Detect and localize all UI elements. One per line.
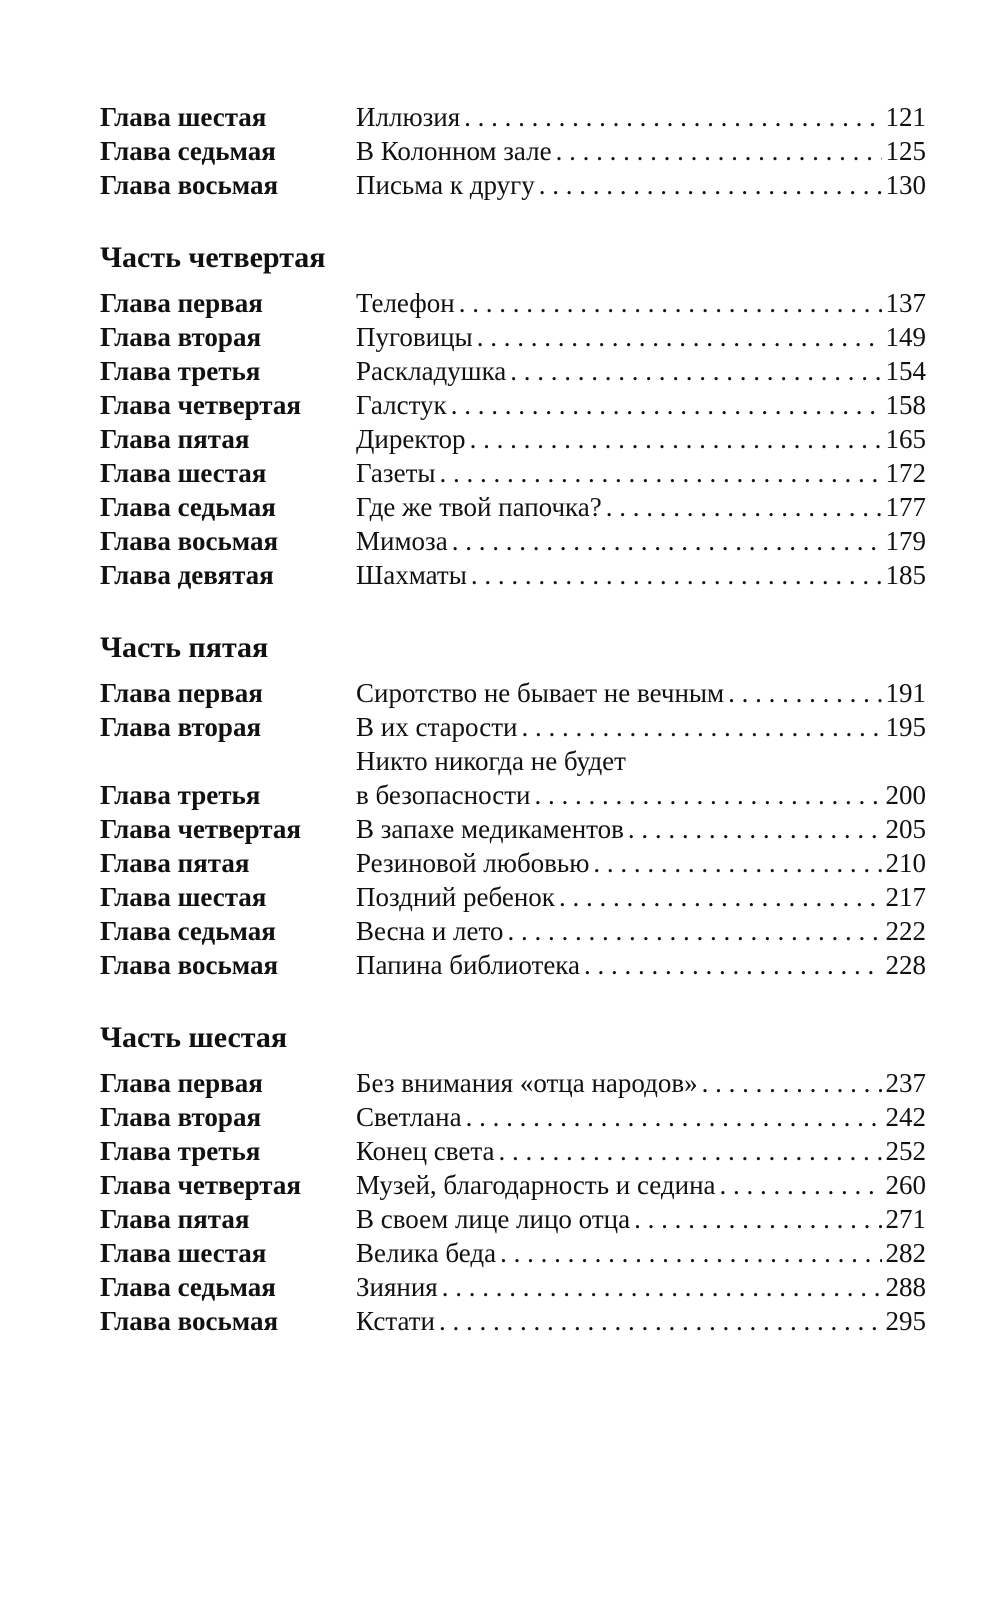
- dot-leader: [559, 880, 882, 914]
- chapter-label: Глава восьмая: [100, 170, 279, 200]
- toc-entry: [100, 354, 926, 388]
- title-container: [356, 524, 926, 558]
- toc-entry: [100, 710, 926, 744]
- page-number: 282: [885, 1238, 926, 1268]
- chapter-label: Глава вторая: [100, 322, 262, 352]
- page-number: 242: [885, 1102, 926, 1132]
- page-number: 228: [885, 950, 926, 980]
- page-number: 191: [885, 678, 926, 708]
- dot-leader: [498, 1134, 881, 1168]
- chapter-title: Зияния: [356, 1272, 438, 1302]
- toc-entry: [100, 1270, 926, 1304]
- dot-leader: [459, 286, 882, 320]
- chapter-label: Глава шестая: [100, 458, 267, 488]
- dot-leader: [442, 1270, 882, 1304]
- chapter-label: Глава шестая: [100, 102, 267, 132]
- page-number: 179: [885, 526, 926, 556]
- toc-entry: [100, 1236, 926, 1270]
- toc-entry: [100, 948, 926, 982]
- chapter-title: В запахе медикаментов: [356, 814, 624, 844]
- dot-leader: [510, 354, 881, 388]
- title-container: [356, 100, 926, 134]
- chapter-label: Глава шестая: [100, 1238, 267, 1268]
- toc-section: [100, 1016, 926, 1338]
- page-number: 172: [885, 458, 926, 488]
- chapter-label: Глава вторая: [100, 1102, 262, 1132]
- chapter-label: Глава седьмая: [100, 492, 276, 522]
- title-container: [356, 456, 926, 490]
- chapter-label: Глава четвертая: [100, 814, 302, 844]
- chapter-title: Сиротство не бывает не вечным: [356, 678, 725, 708]
- chapter-title: В Колонном зале: [356, 136, 552, 166]
- toc-entry: [100, 168, 926, 202]
- toc-entry: [100, 320, 926, 354]
- title-container: [356, 1202, 926, 1236]
- chapter-title: В их старости: [356, 712, 518, 742]
- page-number: 217: [885, 882, 926, 912]
- title-container: [356, 710, 926, 744]
- title-container: [356, 948, 926, 982]
- title-container: [356, 286, 926, 320]
- chapter-title: Галстук: [356, 390, 447, 420]
- title-container: [356, 422, 926, 456]
- dot-leader: [451, 388, 882, 422]
- chapter-title: Телефон: [356, 288, 455, 318]
- chapter-label: Глава четвертая: [100, 390, 302, 420]
- part-heading: Часть четвертая: [100, 241, 326, 274]
- chapter-title: Газеты: [356, 458, 436, 488]
- dot-leader: [539, 168, 882, 202]
- dot-leader: [466, 1100, 882, 1134]
- title-container: [356, 1100, 926, 1134]
- chapter-label: Глава пятая: [100, 848, 250, 878]
- toc-entry: [100, 558, 926, 592]
- toc-entry: [100, 100, 926, 134]
- page-number: 210: [885, 848, 926, 878]
- title-container: [356, 1134, 926, 1168]
- dot-leader: [500, 1236, 881, 1270]
- page-number: 195: [885, 712, 926, 742]
- chapter-title: Где же твой папочка?: [356, 492, 602, 522]
- dot-leader: [507, 914, 881, 948]
- chapter-title: В своем лице лицо отца: [356, 1204, 631, 1234]
- toc-entry: [100, 1202, 926, 1236]
- chapter-label: Глава вторая: [100, 712, 262, 742]
- page-number: 237: [885, 1068, 926, 1098]
- page-number: 185: [885, 560, 926, 590]
- page-number: 271: [885, 1204, 926, 1234]
- chapter-title: Письма к другу: [356, 170, 535, 200]
- toc-entry: [100, 286, 926, 320]
- title-container: [356, 846, 926, 880]
- page-number: 288: [885, 1272, 926, 1302]
- chapter-title: Иллюзия: [356, 102, 461, 132]
- page-number: 121: [885, 102, 926, 132]
- dot-leader: [470, 422, 882, 456]
- title-container: [356, 168, 926, 202]
- title-container: [356, 1304, 926, 1338]
- title-container: [356, 558, 926, 592]
- dot-leader: [606, 490, 882, 524]
- toc-entry: [100, 812, 926, 846]
- chapter-label: Глава третья: [100, 1136, 261, 1166]
- toc-entry: [100, 676, 926, 710]
- toc-entry: [100, 880, 926, 914]
- dot-leader: [628, 812, 882, 846]
- toc-entry: [100, 134, 926, 168]
- title-container: [356, 676, 926, 710]
- chapter-title: Велика беда: [356, 1238, 497, 1268]
- chapter-title: Музей, благодарность и седина: [356, 1170, 716, 1200]
- toc-entry: [100, 1304, 926, 1338]
- toc-entry: [100, 388, 926, 422]
- chapter-label: Глава первая: [100, 678, 263, 708]
- chapter-title-line2: в безопасности: [356, 780, 531, 810]
- chapter-title: Мимоза: [356, 526, 448, 556]
- title-container: [356, 490, 926, 524]
- dot-leader: [584, 948, 881, 982]
- page-number: 252: [885, 1136, 926, 1166]
- page-number: 137: [885, 288, 926, 318]
- title-container: [356, 880, 926, 914]
- dot-leader: [556, 134, 882, 168]
- chapter-title: Кстати: [356, 1306, 435, 1336]
- chapter-label: Глава девятая: [100, 560, 274, 590]
- chapter-label: Глава восьмая: [100, 526, 279, 556]
- title-container: [356, 134, 926, 168]
- dot-leader: [534, 778, 881, 812]
- title-container: [356, 812, 926, 846]
- title-container: [356, 354, 926, 388]
- part-heading: Часть пятая: [100, 631, 269, 664]
- dot-leader: [471, 558, 882, 592]
- chapter-label: Глава пятая: [100, 424, 250, 454]
- chapter-title: Поздний ребенок: [356, 882, 555, 912]
- toc-entry: [100, 524, 926, 558]
- toc-entry: [100, 1100, 926, 1134]
- title-container: [356, 1168, 926, 1202]
- chapter-title: Без внимания «отца народов»: [356, 1068, 698, 1098]
- page-number: 130: [885, 170, 926, 200]
- chapter-title: Папина библиотека: [356, 950, 581, 980]
- chapter-title: Раскладушка: [356, 356, 507, 386]
- table-of-contents: [100, 100, 926, 1338]
- dot-leader: [634, 1202, 881, 1236]
- title-container: [356, 1270, 926, 1304]
- chapter-label: Глава седьмая: [100, 1272, 276, 1302]
- chapter-title: Директор: [356, 424, 466, 454]
- page-number: 205: [885, 814, 926, 844]
- toc-entry: [100, 490, 926, 524]
- toc-entry: [100, 914, 926, 948]
- title-container: [356, 320, 926, 354]
- chapter-title-line2-row: [356, 778, 926, 812]
- page-number: 125: [885, 136, 926, 166]
- toc-entry: [100, 1168, 926, 1202]
- dot-leader: [464, 100, 881, 134]
- toc-entry: [100, 1066, 926, 1100]
- dot-leader: [440, 456, 882, 490]
- chapter-label: Глава первая: [100, 1068, 263, 1098]
- dot-leader: [452, 524, 882, 558]
- chapter-label: Глава третья: [100, 356, 261, 386]
- toc-section: [100, 100, 926, 202]
- dot-leader: [439, 1304, 882, 1338]
- chapter-title: Светлана: [356, 1102, 462, 1132]
- chapter-title: Никто никогда не будет: [356, 746, 626, 776]
- toc-entry: [100, 456, 926, 490]
- page-number: 165: [885, 424, 926, 454]
- toc-entry: [100, 422, 926, 456]
- page-number: 154: [885, 356, 926, 386]
- page-number: 158: [885, 390, 926, 420]
- page-number: 177: [885, 492, 926, 522]
- part-heading: Часть шестая: [100, 1021, 288, 1054]
- page-number: 260: [885, 1170, 926, 1200]
- chapter-label: Глава четвертая: [100, 1170, 302, 1200]
- chapter-title: Весна и лето: [356, 916, 504, 946]
- chapter-label: Глава шестая: [100, 882, 267, 912]
- dot-leader: [728, 676, 881, 710]
- title-container: [356, 388, 926, 422]
- page-number: 222: [885, 916, 926, 946]
- dot-leader: [521, 710, 881, 744]
- toc-entry: [100, 744, 926, 812]
- page-number: 200: [885, 780, 926, 810]
- title-container: [356, 744, 926, 812]
- dot-leader: [477, 320, 882, 354]
- dot-leader: [702, 1066, 882, 1100]
- chapter-title: Шахматы: [356, 560, 467, 590]
- title-container: [356, 1066, 926, 1100]
- chapter-label: Глава седьмая: [100, 916, 276, 946]
- chapter-label: Глава пятая: [100, 1204, 250, 1234]
- chapter-label: Глава третья: [100, 780, 261, 810]
- chapter-label: Глава седьмая: [100, 136, 276, 166]
- chapter-label: Глава восьмая: [100, 1306, 279, 1336]
- dot-leader: [720, 1168, 882, 1202]
- title-container: [356, 914, 926, 948]
- chapter-title: Резиновой любовью: [356, 848, 590, 878]
- toc-section: [100, 236, 926, 592]
- page-number: 149: [885, 322, 926, 352]
- title-container: [356, 1236, 926, 1270]
- chapter-label: Глава восьмая: [100, 950, 279, 980]
- chapter-title: Пуговицы: [356, 322, 473, 352]
- chapter-title: Конец света: [356, 1136, 495, 1166]
- toc-entry: [100, 1134, 926, 1168]
- page-number: 295: [885, 1306, 926, 1336]
- toc-section: [100, 626, 926, 982]
- toc-entry: [100, 846, 926, 880]
- dot-leader: [593, 846, 881, 880]
- chapter-label: Глава первая: [100, 288, 263, 318]
